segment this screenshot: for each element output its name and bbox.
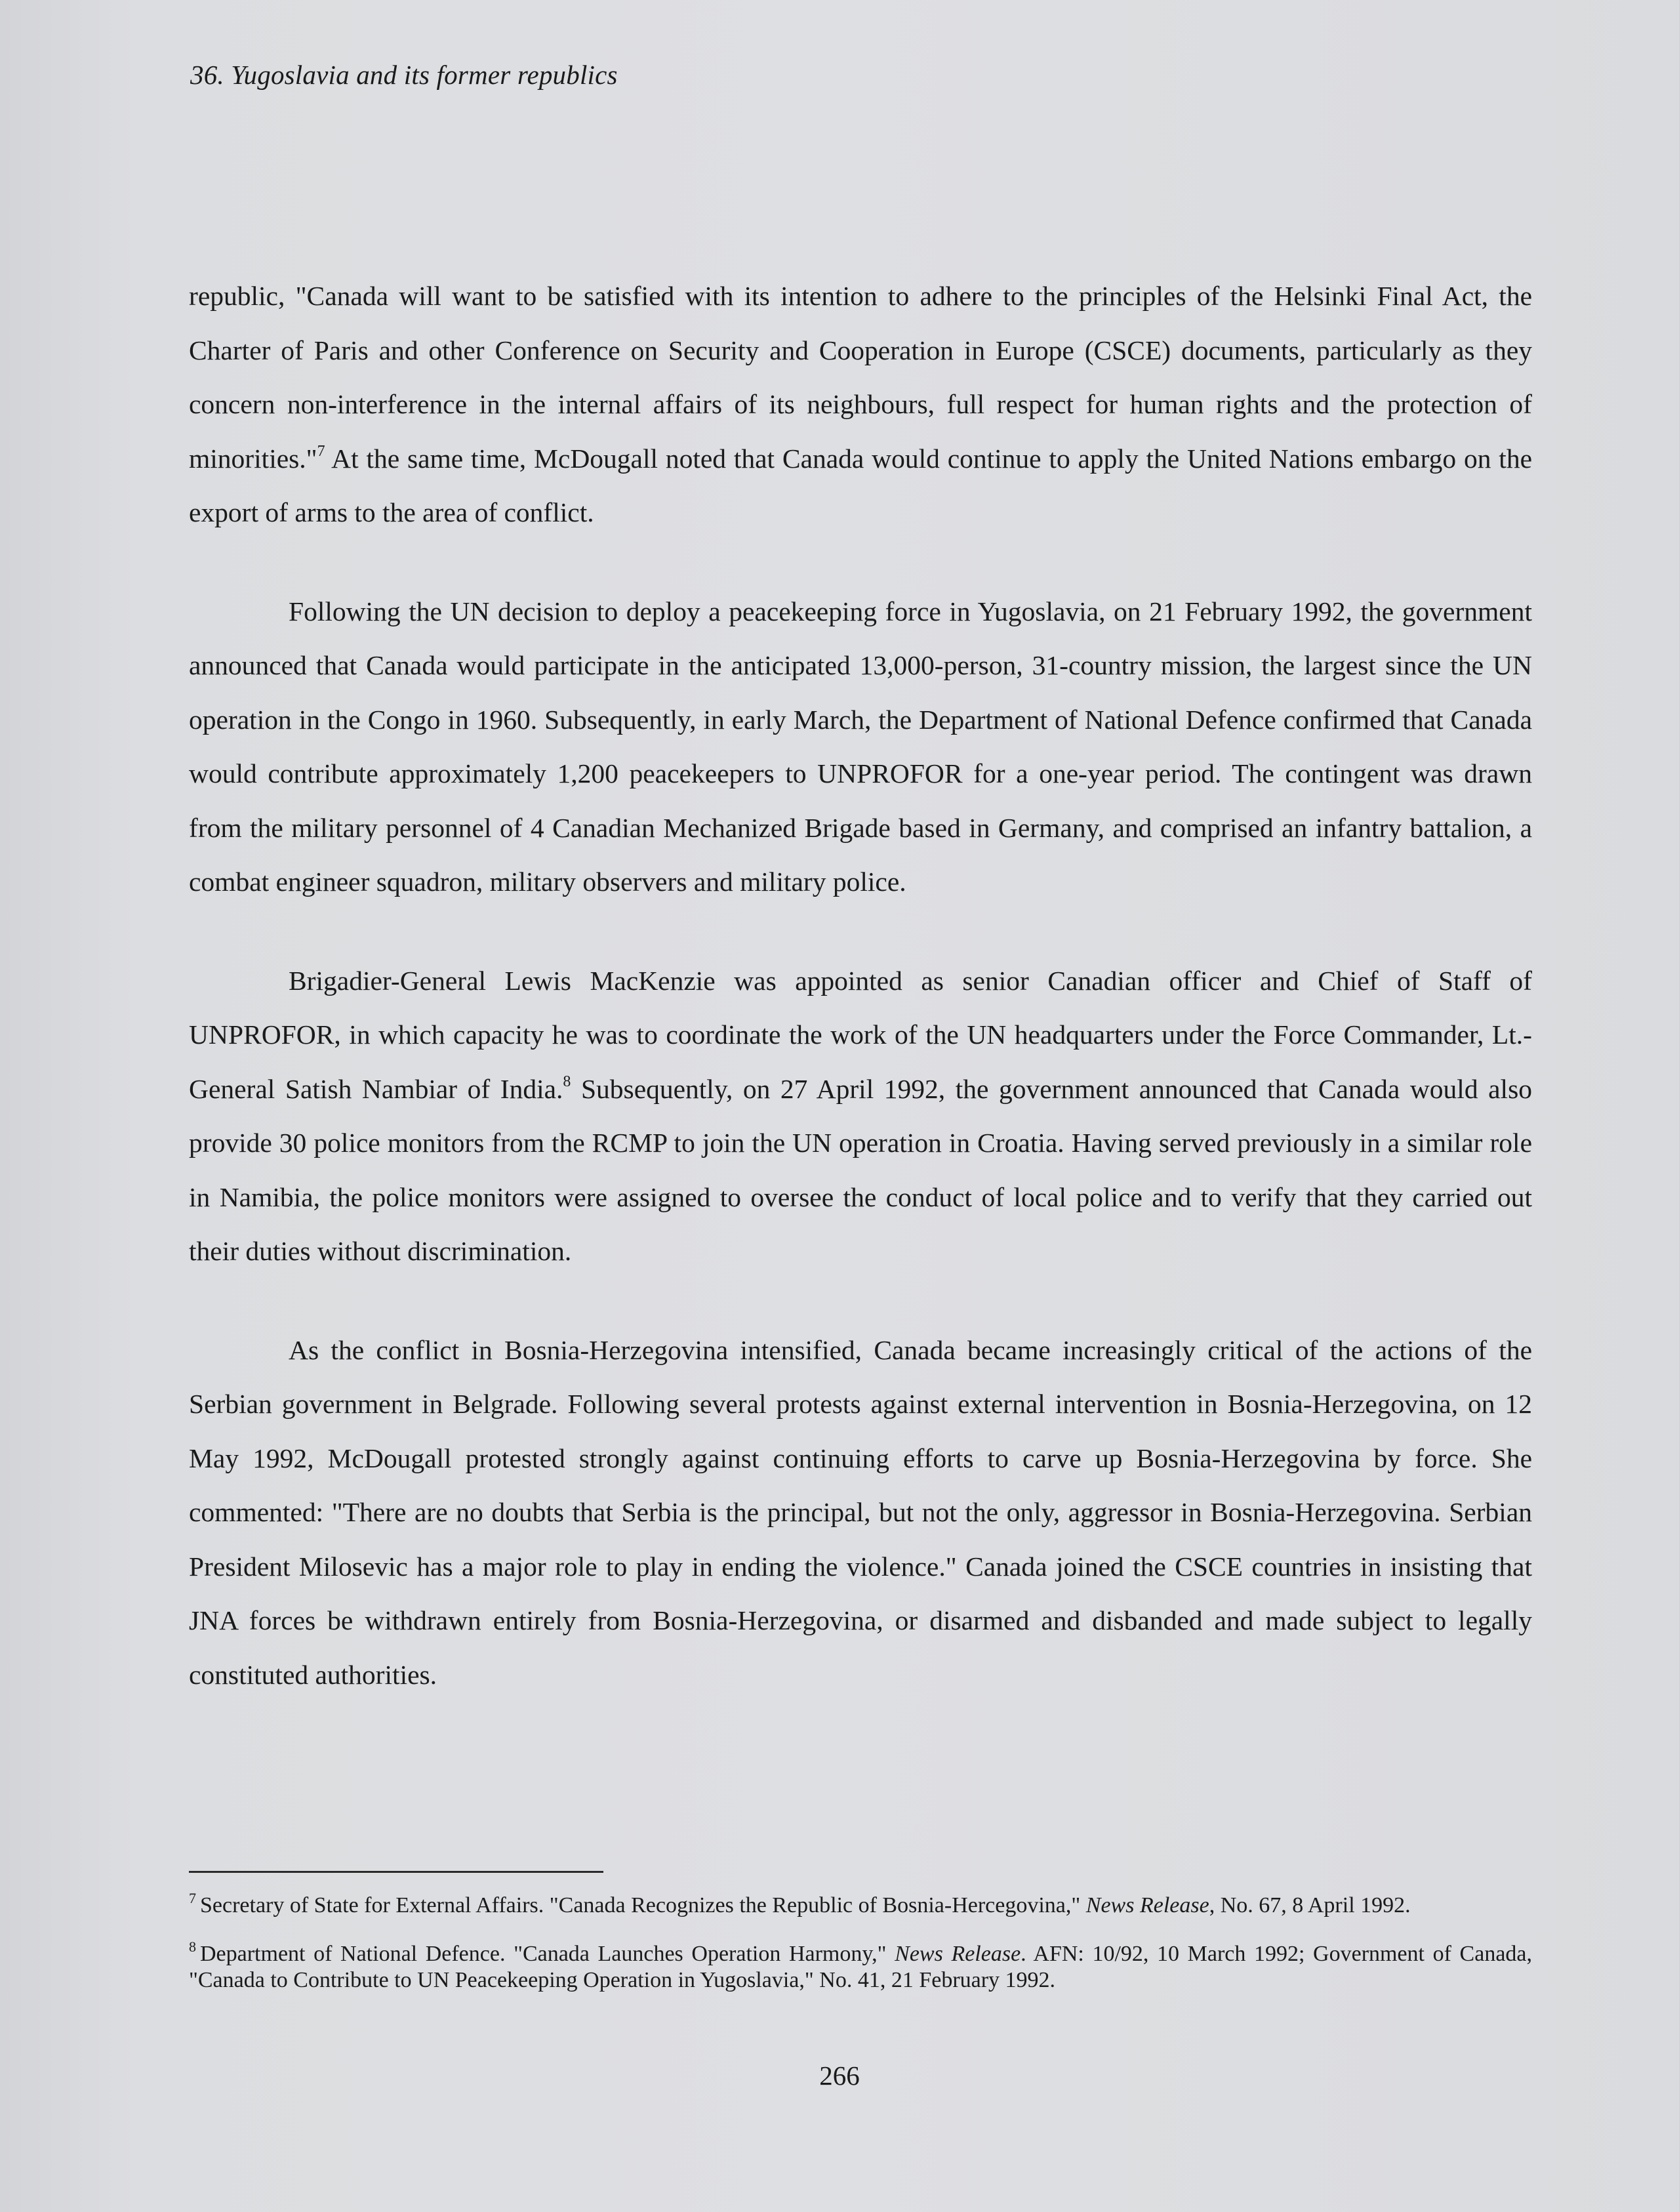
paragraph-2: Following the UN decision to deploy a peacekeeping force in Yugoslavia, on 21 February 1992, the government announced that Canada would participate in the anticipated 13,000-person, 31-country mission, the largest since the UN operation in the Congo in 1960. Subsequently, in early March, the Department of National Defence confirmed that Canada would contribute approximately 1,200 peacekeepers to UNPROFOR for a one-year period. The contingent was drawn from the military personnel of 4 Canadian Mechanized Brigade based in Germany, and comprised an infantry battalion, a combat engineer squadron, military observers and military police. <box>189 596 1532 897</box>
footnote-text: Department of National Defence. "Canada Launches Operation Harmony," <box>200 1942 895 1966</box>
footnote-number: 8 <box>189 1938 196 1955</box>
paragraph-1-text-b: At the same time, McDougall noted that Canada would continue to apply the United Nations embargo on the export of arms to the area of conflict. <box>189 443 1532 527</box>
footnote-text: , No. 67, 8 April 1992. <box>1209 1893 1411 1917</box>
paragraph-4: As the conflict in Bosnia-Herzegovina intensified, Canada became increasingly critical of the actions of the Serbian government in Belgrade. Following several protests against external intervention in Bosnia-Herzegovina, on 12 May 1992, McDougall protested strongly against continuing efforts to carve up Bosnia-Herzegovina by force. She commented: "There are no doubts that Serbia is the principal, but not the only, aggressor in Bosnia-Herzegovina. Serbian President Milosevic has a major role to play in ending the violence." Canada joined the CSCE countries in insisting that JNA forces be withdrawn entirely from Bosnia-Herzegovina, or disarmed and disbanded and made subject to legally constituted authorities. <box>189 1334 1532 1690</box>
footnote-number: 7 <box>189 1890 196 1906</box>
footnote-source: News Release <box>895 1942 1021 1966</box>
footnote-7 <box>189 1890 1532 1919</box>
footnote-text: Secretary of State for External Affairs. "Canada Recognizes the Republic of Bosnia-Hercegovina," <box>200 1893 1086 1917</box>
paragraph-1-text-a: republic, "Canada will want to be satisfied with its intention to adhere to the principles of the Helsinki Final Act, the Charter of Paris and other Conference on Security and Cooperation in Europe (CSCE) documents, particularly as they concern non-interference in the internal affairs of its neighbours, full respect for human rights and the protection of minorities." <box>189 281 1532 474</box>
footnote-ref-7[interactable]: 7 <box>317 442 325 460</box>
footnote-divider <box>189 1871 603 1873</box>
footnote-text: . AFN: 10/92, 10 March 1992; Government of Canada, "Canada to Contribute to UN Peacekeeping Operation in Yugoslavia," No. 41, 21 February 1992. <box>189 1942 1532 1992</box>
footnote-ref-8[interactable]: 8 <box>563 1073 571 1090</box>
running-head: 36. Yugoslavia and its former republics <box>190 60 618 90</box>
page-number: 266 <box>819 2060 860 2091</box>
paragraph-3-text-b: Subsequently, on 27 April 1992, the government announced that Canada would also provide 30 police monitors from the RCMP to join the UN operation in Croatia. Having served previously in a similar role in Namibia, the police monitors were assigned to oversee the conduct of local police and to verify that they carried out their duties without discrimination. <box>189 1073 1532 1266</box>
body-text <box>189 269 1532 1702</box>
paragraph-3 <box>189 954 1532 1279</box>
paragraph-1 <box>189 269 1532 540</box>
footnote-source: News Release <box>1085 1893 1209 1917</box>
paragraph-3-text-a: Brigadier-General Lewis MacKenzie was appointed as senior Canadian officer and Chief of Staff of UNPROFOR, in which capacity he was to coordinate the work of the UN headquarters under the Force Commander, Lt.-General Satish Nambiar of India. <box>189 965 1532 1104</box>
footnotes <box>189 1890 1532 2016</box>
footnote-8 <box>189 1938 1532 1994</box>
